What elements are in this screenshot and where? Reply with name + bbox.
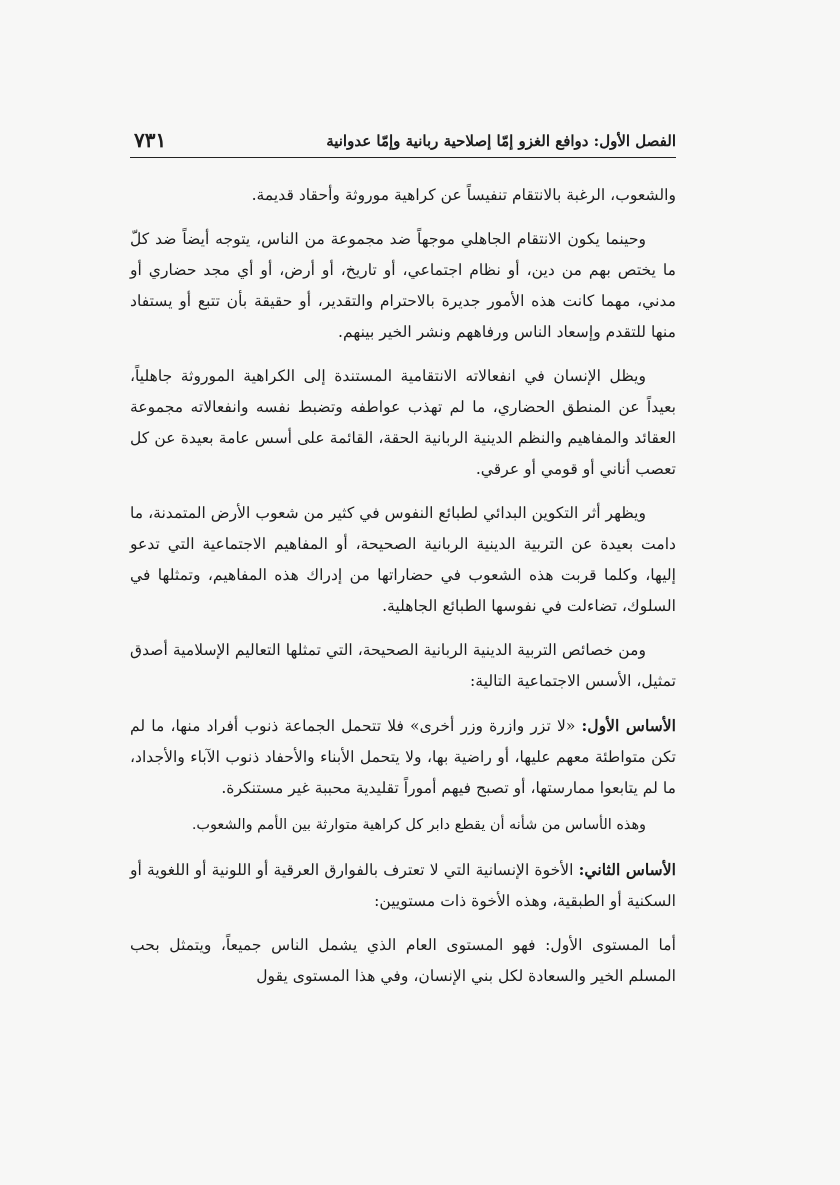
principle-text: «لا تزر وازرة وزر أخرى» فلا تتحمل الجماعة ذنوب أفراد منها، ما لم تكن متواطئة معهم عليها، أو راضية بها، ولا يتحمل الأبناء والأحفاد ذنوب الآباء والأجداد، ما لم يتابعوا ممارستها، أو تصبح فيهم أموراً تقليدية محببة غير مستنكرة. [130,717,676,797]
paragraph: ويظهر أثر التكوين البدائي لطبائع النفوس في كثير من شعوب الأرض المتمدنة، ما دامت بعيدة عن التربية الدينية الربانية الصحيحة، أو المفاهيم الاجتماعية التي تدعو إليها، وكلما قربت هذه الشعوب في حضاراتها من إدراك هذه المفاهيم، وتمثلها في السلوك، تضاءلت في نفوسها الطبائع الجاهلية. [130,504,676,615]
page-number: ٧٣١ [134,128,167,152]
paragraph: وحينما يكون الانتقام الجاهلي موجهاً ضد مجموعة من الناس، يتوجه أيضاً ضد كلّ ما يختص بهم من دين، أو نظام اجتماعي، أو تاريخ، أو أرض، أو أي مجد حضاري أو مدني، مهما كانت هذه الأمور جديرة بالاحترام والتقدير، أو حقيقة بأن تتبع أو يستفاد منها للتقدم وإسعاد الناس ورفاههم ونشر الخير بينهم. [130,230,676,341]
paragraph-principle-two [130,854,676,917]
header-divider [130,157,676,158]
paragraph: وهذه الأساس من شأنه أن يقطع دابر كل كراهية متوارثة بين الأمم والشعوب. [191,817,646,833]
principle-label: الأساس الثاني: [578,860,676,879]
paragraph: أما المستوى الأول: فهو المستوى العام الذي يشمل الناس جميعاً، ويتمثل بحب المسلم الخير والسعادة لكل بني الإنسان، وفي هذا المستوى يقول [130,936,676,985]
paragraph: ومن خصائص التربية الدينية الربانية الصحيحة، التي تمثلها التعاليم الإسلامية أصدق تمثيل، الأسس الاجتماعية التالية: [130,641,676,690]
paragraph-principle-one [130,710,676,804]
paragraph: والشعوب، الرغبة بالانتقام تنفيساً عن كراهية موروثة وأحقاد قديمة. [251,186,676,204]
chapter-title: الفصل الأول: دوافع الغزو إمّا إصلاحية ربانية وإمّا عدوانية [326,132,676,150]
running-header [130,128,676,158]
paragraph: ويظل الإنسان في انفعالاته الانتقامية المستندة إلى الكراهية الموروثة جاهلياً، بعيداً عن المنطق الحضاري، ما لم تهذب عواطفه وتضبط نفسه وانفعالاته مجموعة العقائد والمفاهيم والنظم الدينية الربانية الحقة، القائمة على أسس عامة بعيدة عن كل تعصب أناني أو قومي أو عرقي. [130,367,676,478]
body-text [130,180,676,992]
principle-label: الأساس الأول: [581,716,676,735]
principle-text: الأخوة الإنسانية التي لا تعترف بالفوارق العرقية أو اللونية أو اللغوية أو السكنية أو الطبقية، وهذه الأخوة ذات مستويين: [130,861,676,910]
